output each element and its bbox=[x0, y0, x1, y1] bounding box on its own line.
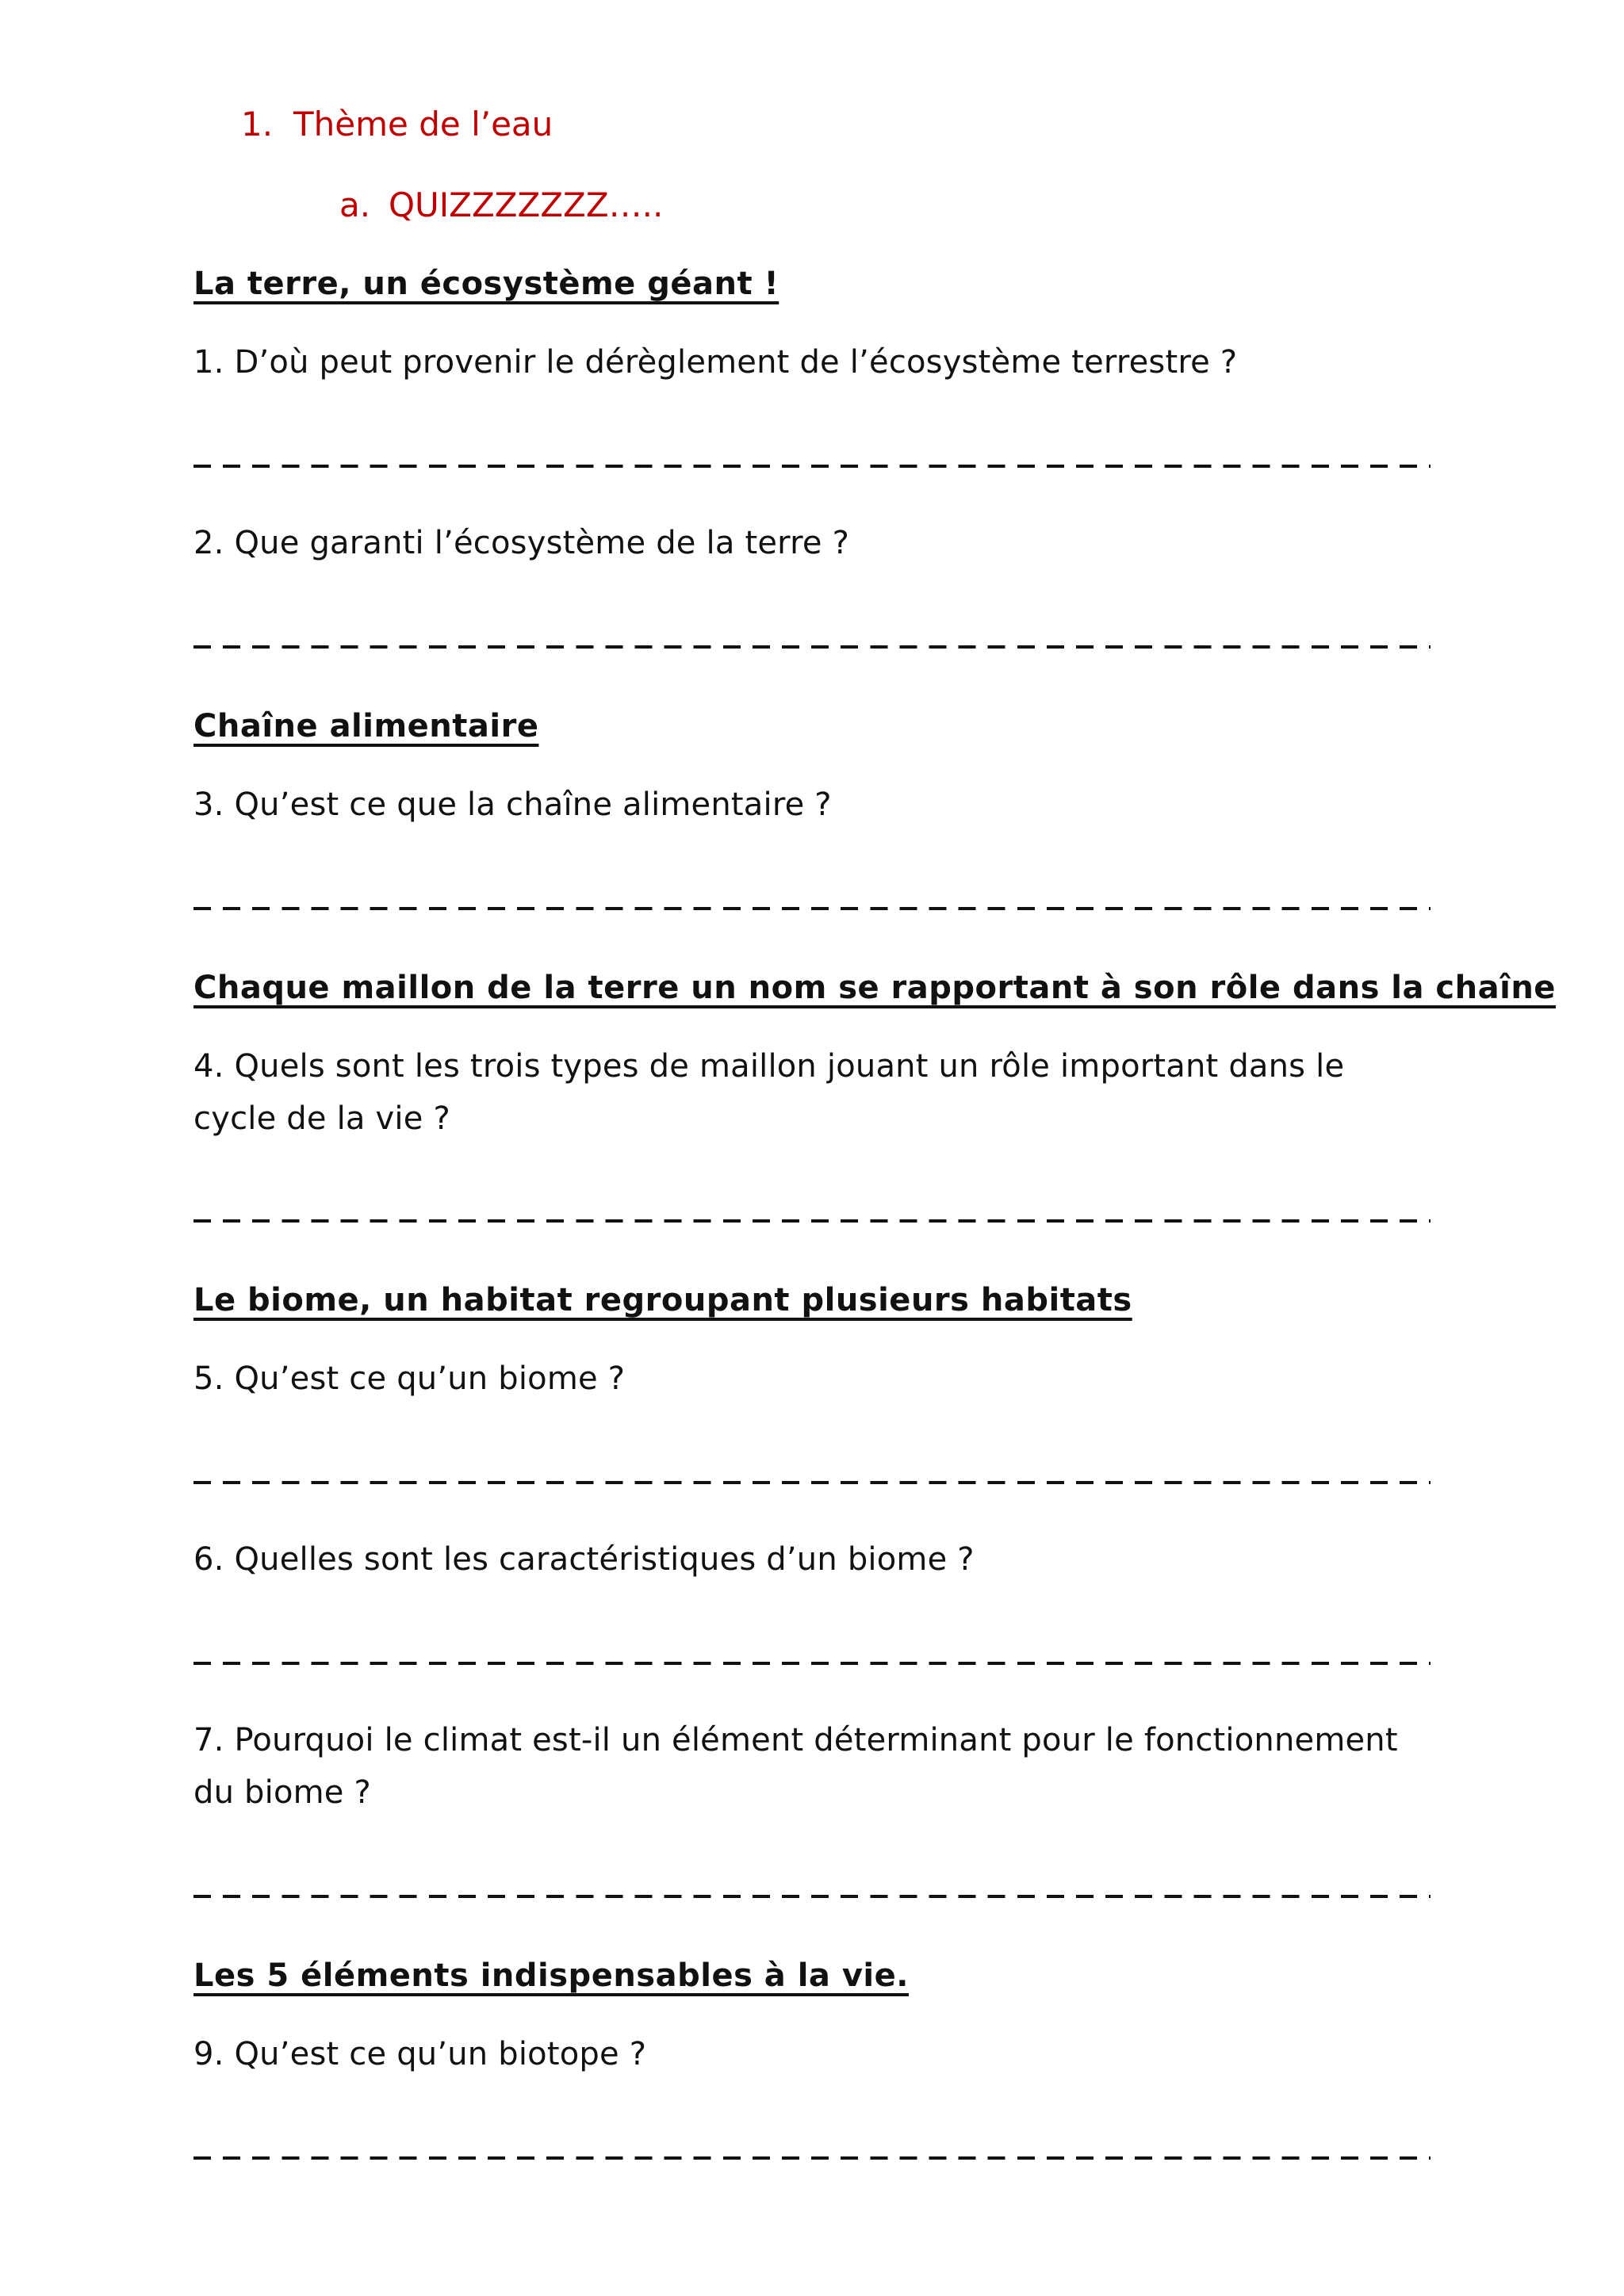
answer-line-9[interactable] bbox=[193, 2156, 1431, 2160]
section-title-food-chain: Chaîne alimentaire bbox=[193, 708, 539, 744]
question-4: 4. Quels sont les trois types de maillon jouant un rôle important dans le cycle de la vie ? bbox=[193, 1048, 1345, 1137]
subheading-letter: a. bbox=[339, 186, 371, 224]
subheading-title: QUIZZZZZZZ….. bbox=[389, 186, 664, 224]
answer-line-4[interactable] bbox=[193, 1219, 1431, 1223]
question-1: 1. D’où peut provenir le dérèglement de l’écosystème terrestre ? bbox=[193, 344, 1238, 381]
section-title-elements: Les 5 éléments indispensables à la vie. bbox=[193, 1957, 909, 1994]
question-2: 2. Que garanti l’écosystème de la terre ? bbox=[193, 525, 850, 561]
section-title-chain-links: Chaque maillon de la terre un nom se rapportant à son rôle dans la chaîne bbox=[193, 970, 1556, 1006]
section-title-biome: Le biome, un habitat regroupant plusieurs habitats bbox=[193, 1282, 1132, 1318]
question-7: 7. Pourquoi le climat est-il un élément déterminant pour le fonctionnement du biome ? bbox=[193, 1722, 1398, 1811]
answer-line-7[interactable] bbox=[193, 1895, 1431, 1898]
answer-line-2[interactable] bbox=[193, 645, 1431, 649]
answer-line-1[interactable] bbox=[193, 465, 1431, 468]
answer-line-3[interactable] bbox=[193, 907, 1431, 910]
question-3: 3. Qu’est ce que la chaîne alimentaire ? bbox=[193, 786, 832, 823]
heading-title: Thème de l’eau bbox=[293, 105, 553, 144]
question-6: 6. Quelles sont les caractéristiques d’un biome ? bbox=[193, 1541, 975, 1578]
answer-line-5[interactable] bbox=[193, 1481, 1431, 1484]
question-9: 9. Qu’est ce qu’un biotope ? bbox=[193, 2036, 647, 2072]
heading-number: 1. bbox=[241, 105, 274, 144]
answer-line-6[interactable] bbox=[193, 1662, 1431, 1665]
question-5: 5. Qu’est ce qu’un biome ? bbox=[193, 1360, 626, 1397]
section-title-ecosystem: La terre, un écosystème géant ! bbox=[193, 266, 779, 302]
